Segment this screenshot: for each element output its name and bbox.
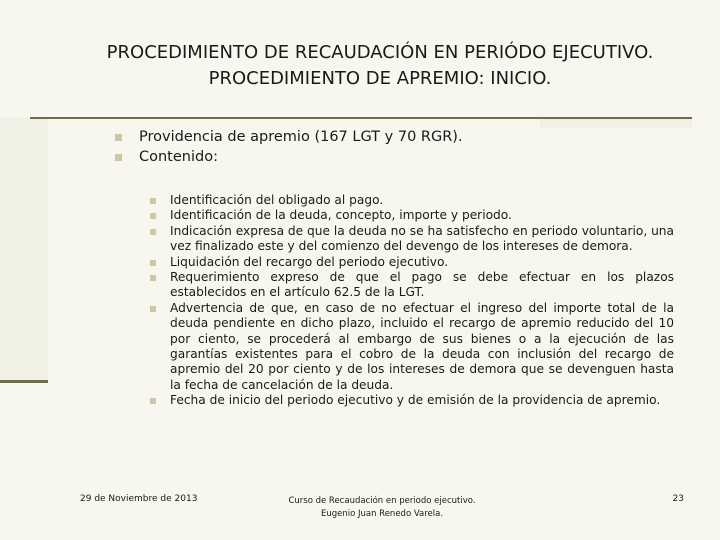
sub-bullet-item: [150, 208, 674, 223]
sub-bullet-text: Identificación de la deuda, concepto, importe y periodo.: [170, 208, 512, 223]
slide-title: [60, 40, 700, 92]
square-bullet-icon: [150, 398, 156, 404]
square-bullet-icon: [150, 229, 156, 235]
footer-author: Eugenio Juan Renedo Varela.: [320, 509, 444, 519]
footer-course-title: Curso de Recaudación en periodo ejecutivo.: [288, 496, 476, 506]
sub-bullet-text: Fecha de inicio del periodo ejecutivo y de emisión de la providencia de apremio.: [170, 393, 661, 408]
square-bullet-icon: [150, 306, 156, 312]
bullet-item: [115, 127, 695, 147]
footer-course: [262, 495, 502, 521]
sub-bullet-text: Requerimiento expreso de que el pago se debe efectuar en los plazos establecidos en el artículo 62.5 de la LGT.: [170, 270, 674, 300]
title-line-1: PROCEDIMIENTO DE RECAUDACIÓN EN PERIÓDO EJECUTIVO.: [106, 42, 654, 63]
sub-bullet-text: Liquidación del recargo del periodo ejecutivo.: [170, 254, 449, 269]
square-bullet-icon: [150, 260, 156, 266]
square-bullet-icon: [150, 213, 156, 219]
content-sub-list: [150, 193, 674, 409]
square-bullet-icon: [150, 198, 156, 204]
sub-bullet-text: Indicación expresa de que la deuda no se ha satisfecho en periodo voluntario, una vez finalizado este y del comienzo del devengo de los intereses de demora.: [170, 223, 674, 254]
square-bullet-icon: [115, 134, 122, 141]
left-decorative-bar: [0, 118, 48, 383]
sub-bullet-item: [150, 224, 674, 255]
sub-bullet-item: [150, 270, 674, 301]
sub-bullet-item: [150, 301, 674, 393]
square-bullet-icon: [150, 275, 156, 281]
bullet-text: Contenido:: [139, 149, 218, 165]
page-number: 23: [672, 494, 684, 504]
sub-bullet-item: [150, 255, 674, 270]
sub-bullet-item: [150, 393, 674, 408]
title-line-2: PROCEDIMIENTO DE APREMIO: INICIO.: [208, 68, 552, 89]
bullet-text: Providencia de apremio (167 LGT y 70 RGR).: [139, 129, 463, 145]
sub-bullet-item: [150, 193, 674, 208]
sub-bullet-text: Advertencia de que, en caso de no efectuar el ingreso del importe total de la deuda pendiente en dicho plazo, incluido el recargo de apremio reducido del 10 por ciento, se procederá al embargo de sus bienes o a la ejecución de las garantías existentes para el cobro de la deuda con inclusión del recargo de apremio del 20 por ciento y de los intereses de demora que se devenguen hasta la fecha de cancelación de la deuda.: [170, 300, 674, 392]
sub-bullet-text: Identificación del obligado al pago.: [170, 193, 384, 207]
square-bullet-icon: [115, 154, 122, 161]
bullet-item: [115, 147, 695, 167]
footer-date: 29 de Noviembre de 2013: [80, 494, 198, 504]
main-bullet-list: [115, 127, 695, 167]
